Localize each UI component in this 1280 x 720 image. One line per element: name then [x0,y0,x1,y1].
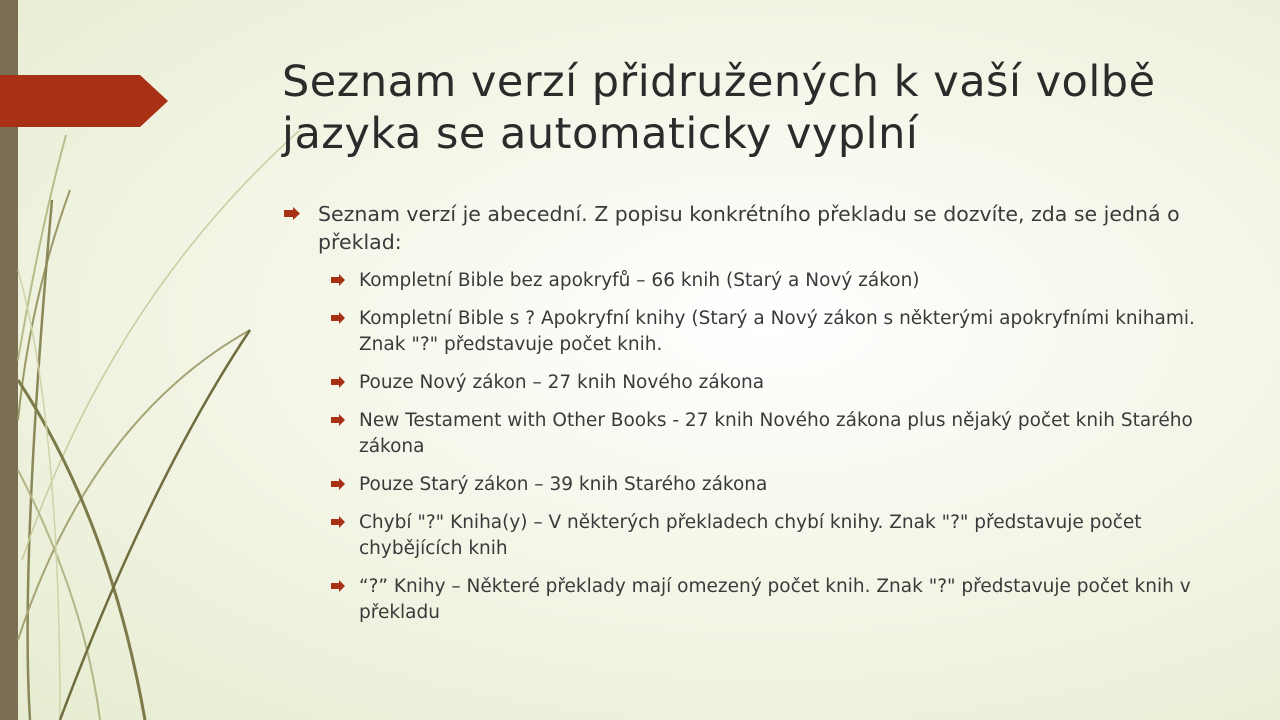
arrow-bullet-icon [331,478,346,490]
arrow-bullet-icon [331,376,346,388]
list-item-text: New Testament with Other Books - 27 knih Nového zákona plus nějaký počet knih Starého zákona [359,410,1193,457]
arrow-bullet-icon [331,312,346,324]
list-item [282,268,1242,294]
list-item-text: Kompletní Bible s ? Apokryfní knihy (Starý a Nový zákon s některými apokryfními knihami. Znak "?" představuje počet knih. [359,308,1195,355]
intro-list-item [282,200,1242,256]
content-list [282,200,1242,638]
list-item [282,408,1242,460]
list-item-text: “?” Knihy – Některé překlady mají omezený počet knih. Znak "?" představuje počet knih v překladu [359,576,1191,623]
list-item [282,306,1242,358]
list-item-text: Pouze Starý zákon – 39 knih Starého zákona [359,474,768,495]
list-item-text: Pouze Nový zákon – 27 knih Nového zákona [359,372,765,393]
list-item-text: Chybí "?" Kniha(y) – V některých překladech chybí knihy. Znak "?" představuje počet chybějících knih [359,512,1142,559]
slide-title: Seznam verzí přidružených k vaší volbě jazyka se automaticky vyplní [282,57,1156,159]
list-item [282,370,1242,396]
list-item-text: Kompletní Bible bez apokryfů – 66 knih (Starý a Nový zákon) [359,270,920,291]
arrow-bullet-icon [331,516,346,528]
arrow-bullet-icon [331,414,346,426]
arrow-bullet-icon [284,207,301,220]
list-item [282,510,1242,562]
list-item [282,472,1242,498]
title-arrow-marker [0,75,170,129]
arrow-bullet-icon [331,580,346,592]
arrow-bullet-icon [331,274,346,286]
intro-text: Seznam verzí je abecední. Z popisu konkrétního překladu se dozvíte, zda se jedná o překlad: [318,202,1180,254]
list-item [282,574,1242,626]
